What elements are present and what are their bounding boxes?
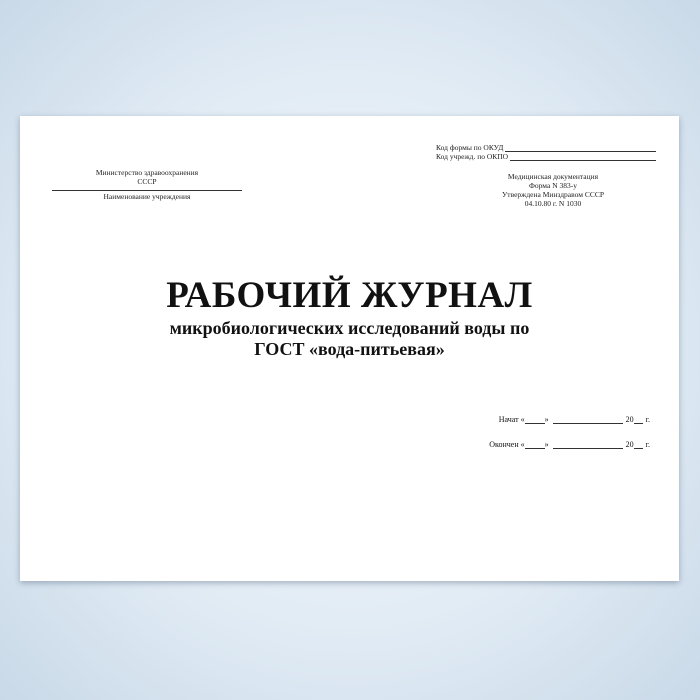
started-year-suffix: г. <box>645 415 650 424</box>
subtitle-line-1: микробиологических исследований воды по <box>169 318 530 338</box>
institution-name-blank <box>52 189 242 191</box>
okpo-blank <box>510 153 656 161</box>
med-doc-line-2: Форма N 383-у <box>529 181 577 190</box>
started-label: Начат « <box>498 415 525 424</box>
institution-caption: Наименование учреждения <box>103 192 191 201</box>
okud-blank <box>505 144 656 152</box>
started-year-blank <box>634 414 643 424</box>
organization-block <box>52 168 242 201</box>
form-codes-block <box>436 143 656 161</box>
started-month-blank <box>553 414 623 424</box>
journal-cover-page <box>20 116 679 581</box>
med-doc-line-1: Медицинская документация <box>507 172 599 181</box>
ministry-line-2: СССР <box>137 177 157 186</box>
started-year-prefix: 20 <box>625 415 634 424</box>
finished-year-blank <box>634 439 643 449</box>
okpo-code-row <box>436 152 656 161</box>
okud-code-row <box>436 143 656 152</box>
finished-date-row <box>450 437 650 449</box>
dates-block <box>450 412 650 462</box>
started-quote-close: » <box>544 415 549 424</box>
started-date-row <box>450 412 650 424</box>
med-doc-line-3: Утверждена Минздравом СССР <box>501 190 605 199</box>
journal-subtitle <box>20 318 679 360</box>
finished-quote-close: » <box>544 440 549 449</box>
okud-label: Код формы по ОКУД <box>436 143 504 152</box>
finished-label: Окончен « <box>489 440 525 449</box>
finished-year-prefix: 20 <box>625 440 634 449</box>
medical-documentation-block <box>478 172 628 208</box>
okpo-label: Код учрежд. по ОКПО <box>436 152 509 161</box>
finished-day-blank <box>525 439 545 449</box>
finished-month-blank <box>553 439 623 449</box>
started-day-blank <box>525 414 545 424</box>
finished-year-suffix: г. <box>645 440 650 449</box>
ministry-line-1: Министерство здравоохранения <box>95 168 199 177</box>
subtitle-line-2: ГОСТ «вода-питьевая» <box>254 339 445 359</box>
journal-title: РАБОЧИЙ ЖУРНАЛ <box>166 275 533 316</box>
med-doc-line-4: 04.10.80 г. N 1030 <box>524 199 582 208</box>
